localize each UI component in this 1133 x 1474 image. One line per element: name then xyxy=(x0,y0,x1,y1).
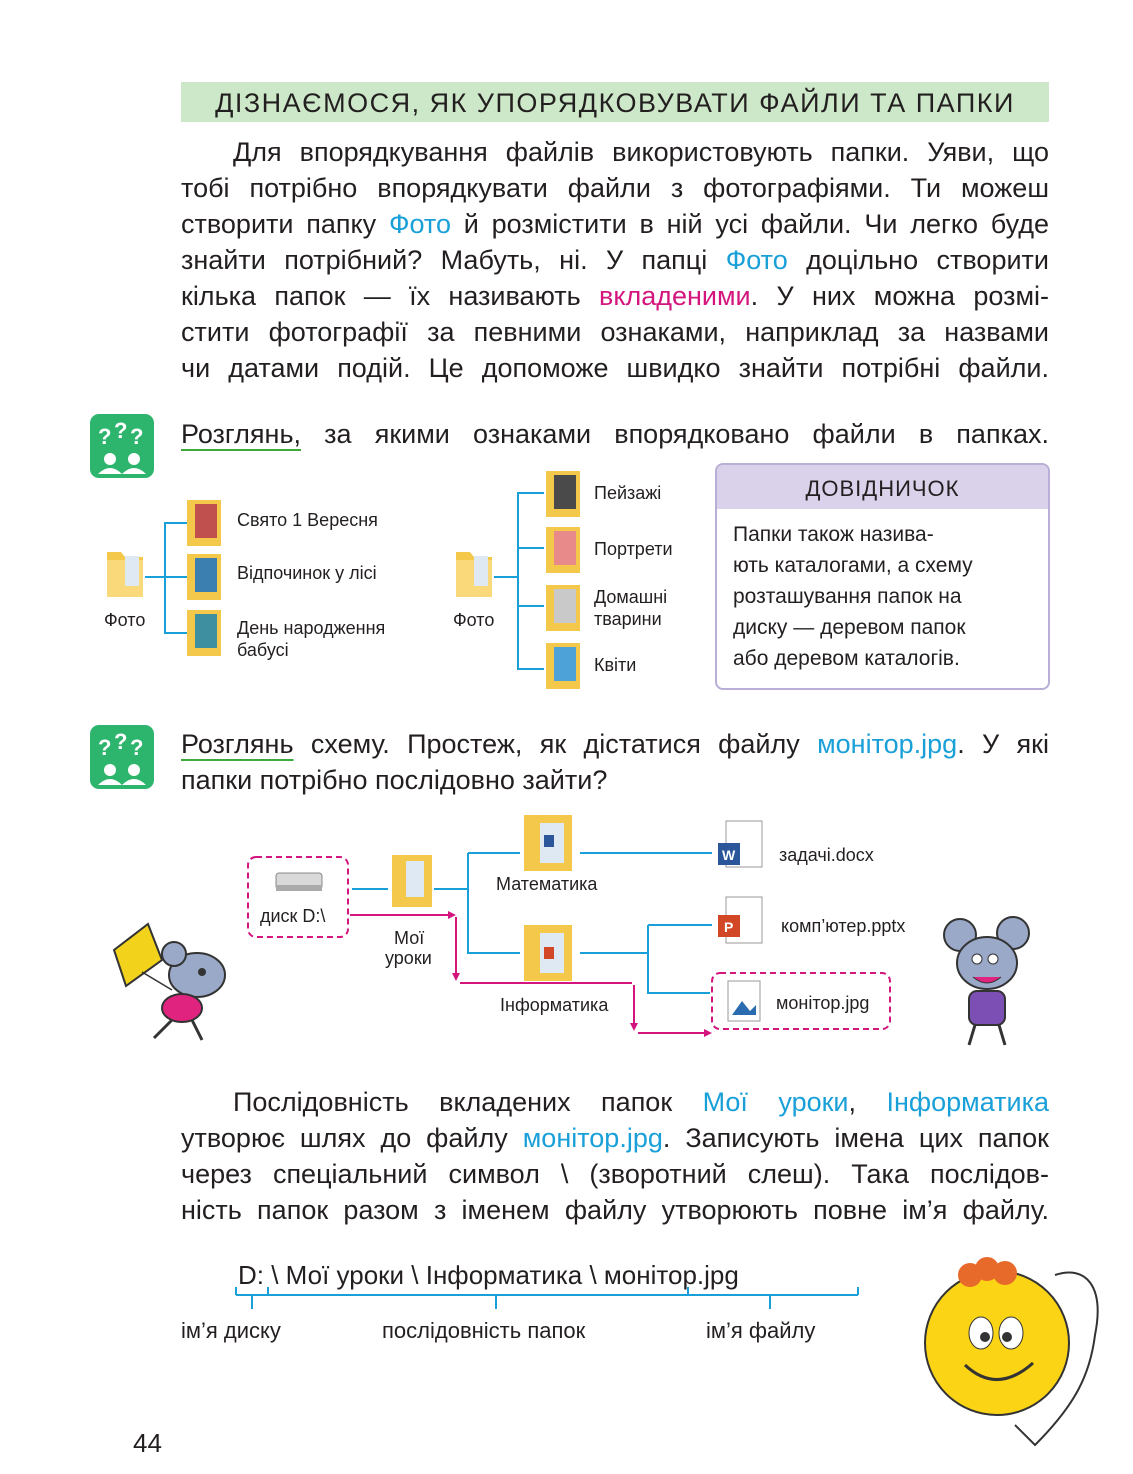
term-nested: вкладеними xyxy=(599,281,751,311)
svg-text:?: ? xyxy=(114,418,128,443)
folder-informatics-label: Інформатика xyxy=(500,995,609,1015)
folder-icon xyxy=(187,500,221,546)
folder-my-lessons-icon xyxy=(392,855,432,907)
term-foto-2: Фото xyxy=(725,245,788,275)
tree1-root-label: Фото xyxy=(104,610,146,630)
folder-math-label: Математика xyxy=(496,874,598,894)
reference-note-box xyxy=(715,463,1050,690)
label-folder-sequence: послідовність папок xyxy=(382,1318,586,1343)
file-docx-label: задачі.docx xyxy=(779,845,874,865)
task2-line-2: папки потрібно послідовно зайти? xyxy=(181,765,608,795)
tree2-item-3a: Домашні xyxy=(594,587,668,607)
task1-verb: Розглянь, xyxy=(181,419,302,449)
folder-icon xyxy=(546,585,580,631)
intro-line-4: знайти потрібний? Мабуть, ні. У папці Фото доцільно створити xyxy=(181,245,1049,275)
para2-line-1: Послідовність вкладених папок Мої уроки, Інформатика xyxy=(233,1087,1049,1117)
svg-text:?: ? xyxy=(98,424,112,449)
para2-line-3: через спеціальний символ \ (зворотний слеш). Така послідов- xyxy=(181,1159,1049,1189)
reference-note-title: ДОВІДНИЧОК xyxy=(717,465,1048,509)
question-icon xyxy=(90,725,154,794)
word-file-icon xyxy=(718,821,762,867)
folder-my-lessons-label-2: уроки xyxy=(385,948,432,968)
intro-paragraph xyxy=(181,134,1049,386)
tree1-item-3b: бабусі xyxy=(237,640,289,660)
folder-tree-2 xyxy=(448,465,598,695)
para2-line-2: утворює шлях до файлу монітор.jpg. Записують імена цих папок xyxy=(181,1123,1049,1153)
intro-line-1: Для впорядкування файлів використовують папки. Уяви, що xyxy=(233,137,1049,167)
folder-informatics-icon xyxy=(524,925,572,981)
svg-text:?: ? xyxy=(98,735,112,760)
intro-line-7: чи датами подій. Це допоможе швидко знайти потрібні файли. xyxy=(181,353,1049,383)
intro-line-3: створити папку Фото й розмістити в ній усі файли. Чи легко буде xyxy=(181,209,1049,239)
page-number: 44 xyxy=(133,1428,162,1458)
task2-text: Розглянь схему. Простеж, як дістатися файлу монітор.jpg. У які папки потрібно послідовно зайти? xyxy=(181,726,1049,798)
folder-icon xyxy=(546,643,580,689)
folder-icon xyxy=(546,527,580,573)
intro-line-2: тобі потрібно впорядкувати файли з фотографіями. Ти можеш xyxy=(181,173,1049,203)
svg-text:P: P xyxy=(724,919,734,935)
folder-icon xyxy=(187,610,221,656)
svg-text:W: W xyxy=(722,847,736,863)
task2-verb: Розглянь xyxy=(181,729,294,759)
image-file-icon xyxy=(728,981,760,1021)
svg-text:?: ? xyxy=(114,729,128,754)
label-disk-name: ім’я диску xyxy=(181,1318,281,1343)
disk-label: диск D:\ xyxy=(260,906,326,926)
tree1-item-3a: День народження xyxy=(237,618,386,638)
folder-math-icon xyxy=(524,815,572,871)
svg-text:?: ? xyxy=(130,735,144,760)
tree1-item-2: Відпочинок у лісі xyxy=(237,563,377,583)
file-jpg-label: монітор.jpg xyxy=(776,993,870,1013)
para2-line-4: ність папок разом з іменем файлу утворюють повне ім’я файлу. xyxy=(181,1195,1049,1225)
label-file-name: ім’я файлу xyxy=(706,1318,816,1343)
smiley-mascot-illustration xyxy=(915,1255,1120,1465)
full-path-text: D: \ Мої уроки \ Інформатика \ монітор.jpg xyxy=(238,1260,739,1290)
note-line-2: ють каталогами, а схему xyxy=(733,554,973,577)
tree1-item-1: Свято 1 Вересня xyxy=(237,510,378,530)
folder-icon xyxy=(187,554,221,600)
term-foto: Фото xyxy=(388,209,451,239)
mouse-with-kite-illustration xyxy=(102,920,242,1045)
tree2-root-label: Фото xyxy=(453,610,495,630)
task1-text: Розглянь, за якими ознаками впорядковано файли в папках. xyxy=(181,419,1049,449)
note-line-5: або деревом каталогів. xyxy=(733,647,960,670)
section-title: ДІЗНАЄМОСЯ, ЯК УПОРЯДКОВУВАТИ ФАЙЛИ ТА ПАПКИ xyxy=(215,88,1015,118)
folder-icon xyxy=(546,471,580,517)
path-brackets xyxy=(230,1285,870,1315)
tree2-item-3b: тварини xyxy=(594,609,662,629)
intro-line-5: кілька папок — їх називають вкладеними. У них можна розмі- xyxy=(181,281,1050,311)
folder-my-lessons-label-1: Мої xyxy=(394,928,425,948)
file-pptx-label: комп’ютер.pptx xyxy=(781,916,906,936)
term-monitor-file: монітор.jpg xyxy=(817,729,958,759)
mouse-character-illustration xyxy=(935,915,1050,1055)
note-line-3: розташування папок на xyxy=(733,585,962,608)
path-explanation-paragraph xyxy=(181,1084,1049,1228)
tree2-item-1: Пейзажі xyxy=(594,483,662,503)
tree2-item-4: Квіти xyxy=(594,655,637,675)
question-icon xyxy=(90,414,154,483)
intro-line-6: стити фотографії за певними ознаками, наприклад за назвами xyxy=(181,317,1049,347)
note-line-4: диску — деревом папок xyxy=(733,616,966,639)
tree2-item-2: Портрети xyxy=(594,539,673,559)
root-folder-icon xyxy=(107,552,143,597)
svg-text:?: ? xyxy=(130,424,144,449)
powerpoint-file-icon xyxy=(718,897,762,943)
note-line-1: Папки також назива- xyxy=(733,523,934,546)
disk-icon xyxy=(276,873,322,891)
root-folder-icon xyxy=(456,552,492,597)
